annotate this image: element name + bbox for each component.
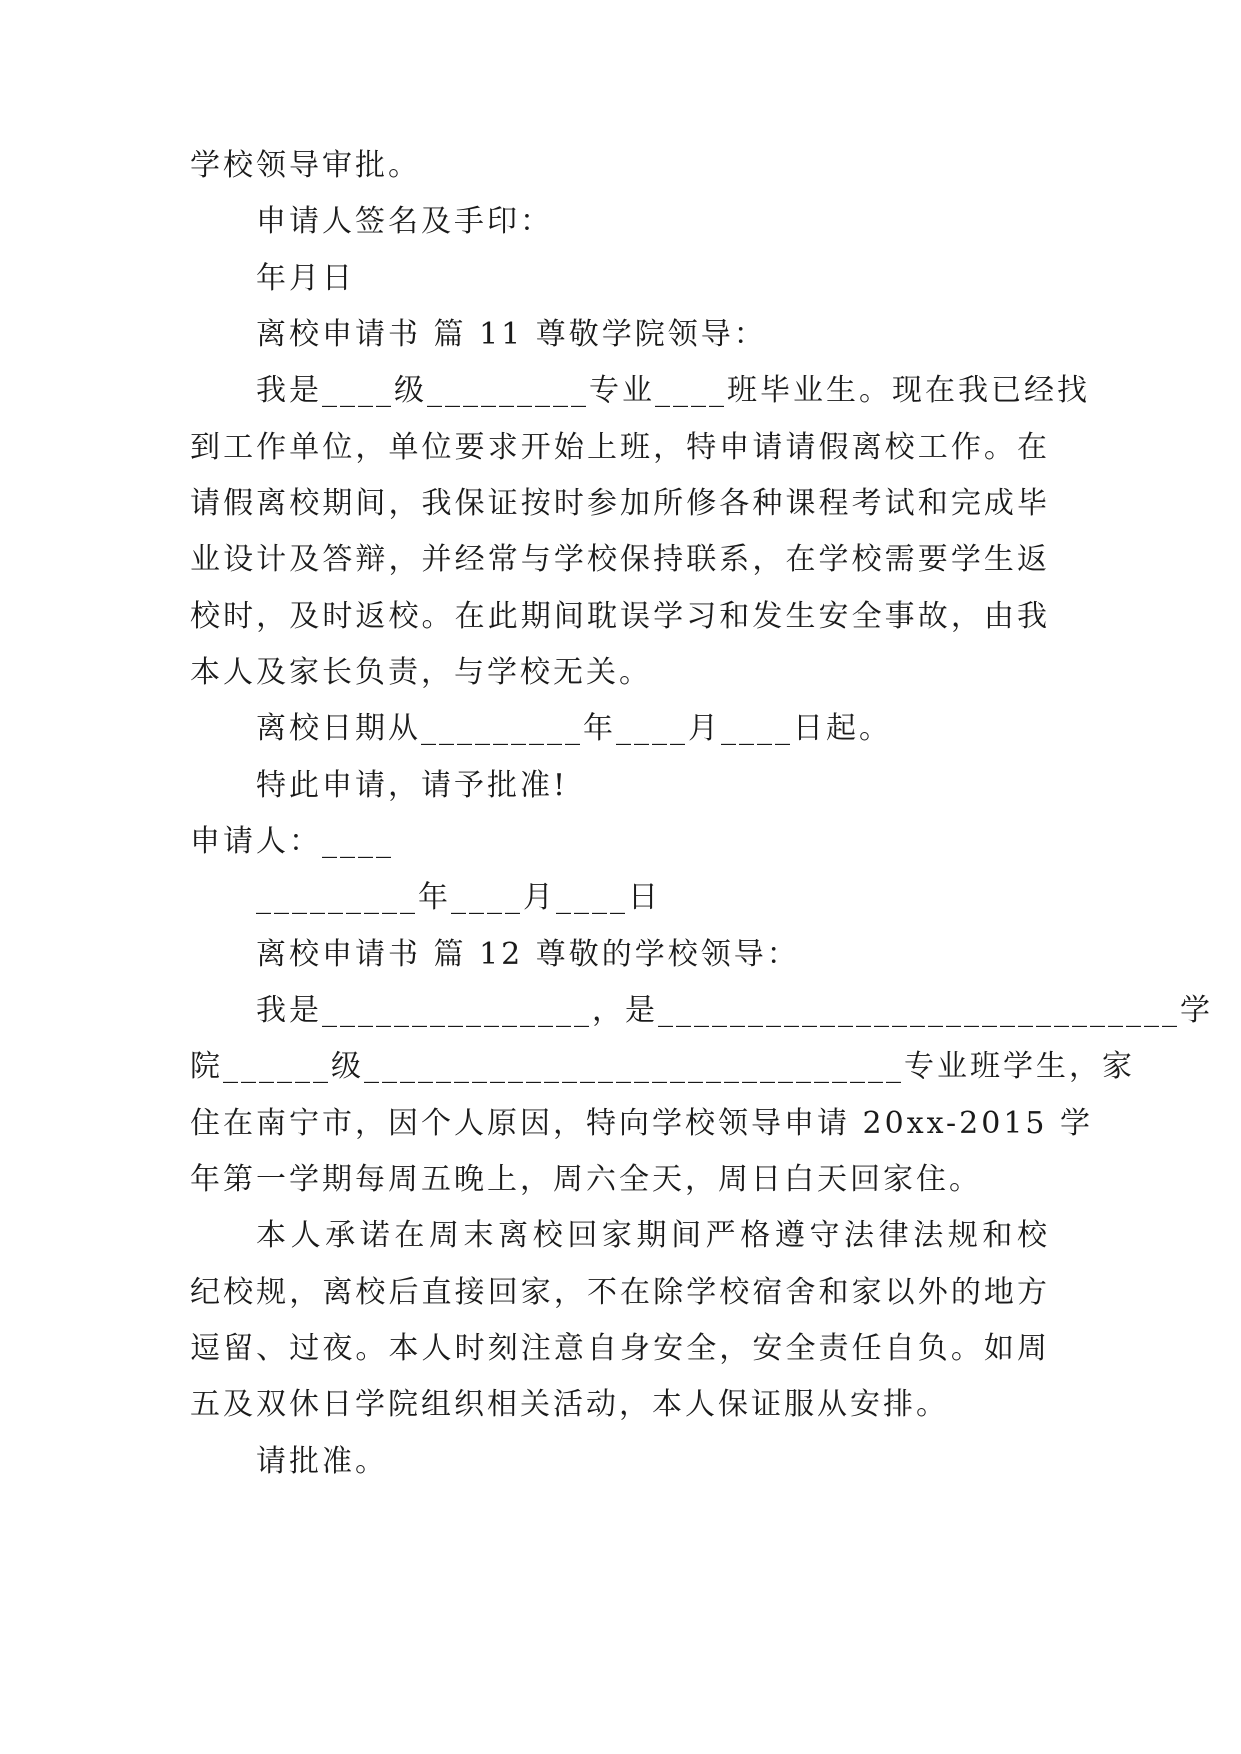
- text-line: 五及双休日学院组织相关活动，本人保证服从安排。: [190, 1387, 949, 1422]
- text-line: 年月日: [256, 261, 355, 296]
- text-line: 院______级______________________________专业班学生，家: [190, 1049, 1135, 1084]
- text-line: 年第一学期每周五晚上，周六全天，周日白天回家住。: [190, 1162, 982, 1197]
- text-line: 我是_______________，是_____________________________学: [256, 993, 1213, 1028]
- text-line: 请假离校期间，我保证按时参加所修各种课程考试和完成毕: [190, 486, 1050, 521]
- text-line: 纪校规，离校后直接回家，不在除学校宿舍和家以外的地方: [190, 1275, 1050, 1310]
- text-line: 离校日期从_________年____月____日起。: [256, 711, 892, 746]
- text-line: 校时，及时返校。在此期间耽误学习和发生安全事故，由我: [190, 599, 1050, 634]
- section-heading: 离校申请书 篇 11 尊敬学院领导：: [256, 317, 767, 352]
- date-line: _________年____月____日: [256, 880, 661, 915]
- text-line: 到工作单位，单位要求开始上班，特申请请假离校工作。在: [190, 430, 1050, 465]
- signature-line: 申请人：____: [190, 824, 394, 859]
- text-line: 我是____级_________专业____班毕业生。现在我已经找: [256, 373, 1090, 408]
- section-heading: 离校申请书 篇 12 尊敬的学校领导：: [256, 937, 800, 972]
- text-line: 特此申请，请予批准!: [256, 768, 569, 803]
- text-line: 逗留、过夜。本人时刻注意自身安全，安全责任自负。如周: [190, 1331, 1050, 1366]
- text-line: 住在南宁市，因个人原因，特向学校领导申请 20xx-2015 学: [190, 1106, 1094, 1141]
- text-line: 学校领导审批。: [190, 148, 421, 183]
- text-line: 申请人签名及手印：: [256, 204, 553, 239]
- text-line: 本人承诺在周末离校回家期间严格遵守法律法规和校: [256, 1218, 1050, 1253]
- text-line: 请批准。: [256, 1444, 388, 1479]
- text-line: 本人及家长负责，与学校无关。: [190, 655, 652, 690]
- text-line: 业设计及答辩，并经常与学校保持联系，在学校需要学生返: [190, 542, 1050, 577]
